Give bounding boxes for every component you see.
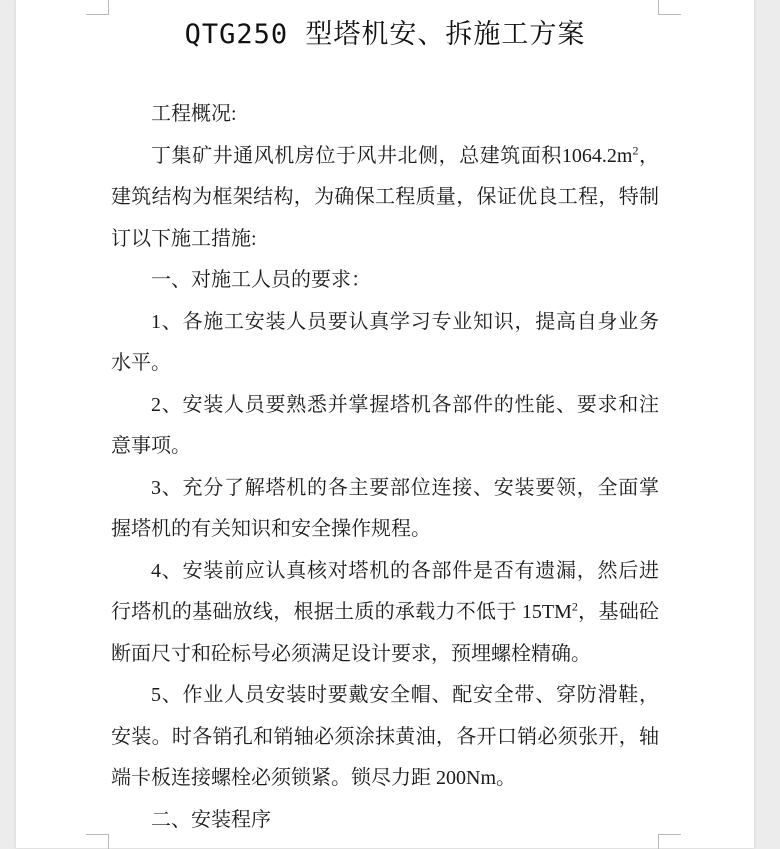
overview-line1: 丁集矿井通风机房位于风井北侧，总建筑面积 <box>151 144 562 167</box>
crop-mark-bottom-right <box>658 834 681 849</box>
section2-heading: 二、安装程序 <box>151 808 271 831</box>
overview-heading: 工程概况: <box>151 103 237 125</box>
section1-heading: 一、对施工人员的要求： <box>151 269 371 291</box>
crop-mark-bottom-left <box>86 834 109 849</box>
overview-paragraph <box>111 136 659 261</box>
area-value: 1064.2m <box>561 144 633 167</box>
list-item-2: 2、安装人员要熟悉并掌握塔机各部件的性能、要求和注意事项。 <box>111 393 659 457</box>
list-item-1: 1、各施工安装人员要认真学习专业知识，提高自身业务水平。 <box>111 310 659 374</box>
overview-rest: ，建筑结构为框架结构，为确保工程质量，保证优良工程，特制订以下施工措施: <box>111 144 660 250</box>
item4-superscript: 2 <box>571 599 578 614</box>
document-title: QTG250 型塔机安、拆施工方案 <box>184 19 586 50</box>
document-body <box>111 94 659 841</box>
item4-text-after: ，基础砼断面尺寸和砼标号必须满足设计要求，预埋螺栓精确。 <box>111 601 660 665</box>
area-superscript: 2 <box>632 142 639 157</box>
document-page <box>16 0 754 848</box>
item4-text-before: 4、安装前应认真核对塔机的各部件是否有遗漏，然后进行塔机的基础放线，根据土质的承载力不低于 15TM <box>111 559 659 623</box>
list-item-5: 5、作业人员安装时要戴安全帽、配安全带、穿防滑鞋，安装。时各销孔和销轴必须涂抹黄油，各开口销必须张开，轴端卡板连接螺栓必须锁紧。锁尽力距 200Nm。 <box>111 684 659 789</box>
list-item-3: 3、充分了解塔机的各主要部位连接、安装要领，全面掌握塔机的有关知识和安全操作规程。 <box>111 476 659 540</box>
list-item-4 <box>111 551 659 676</box>
